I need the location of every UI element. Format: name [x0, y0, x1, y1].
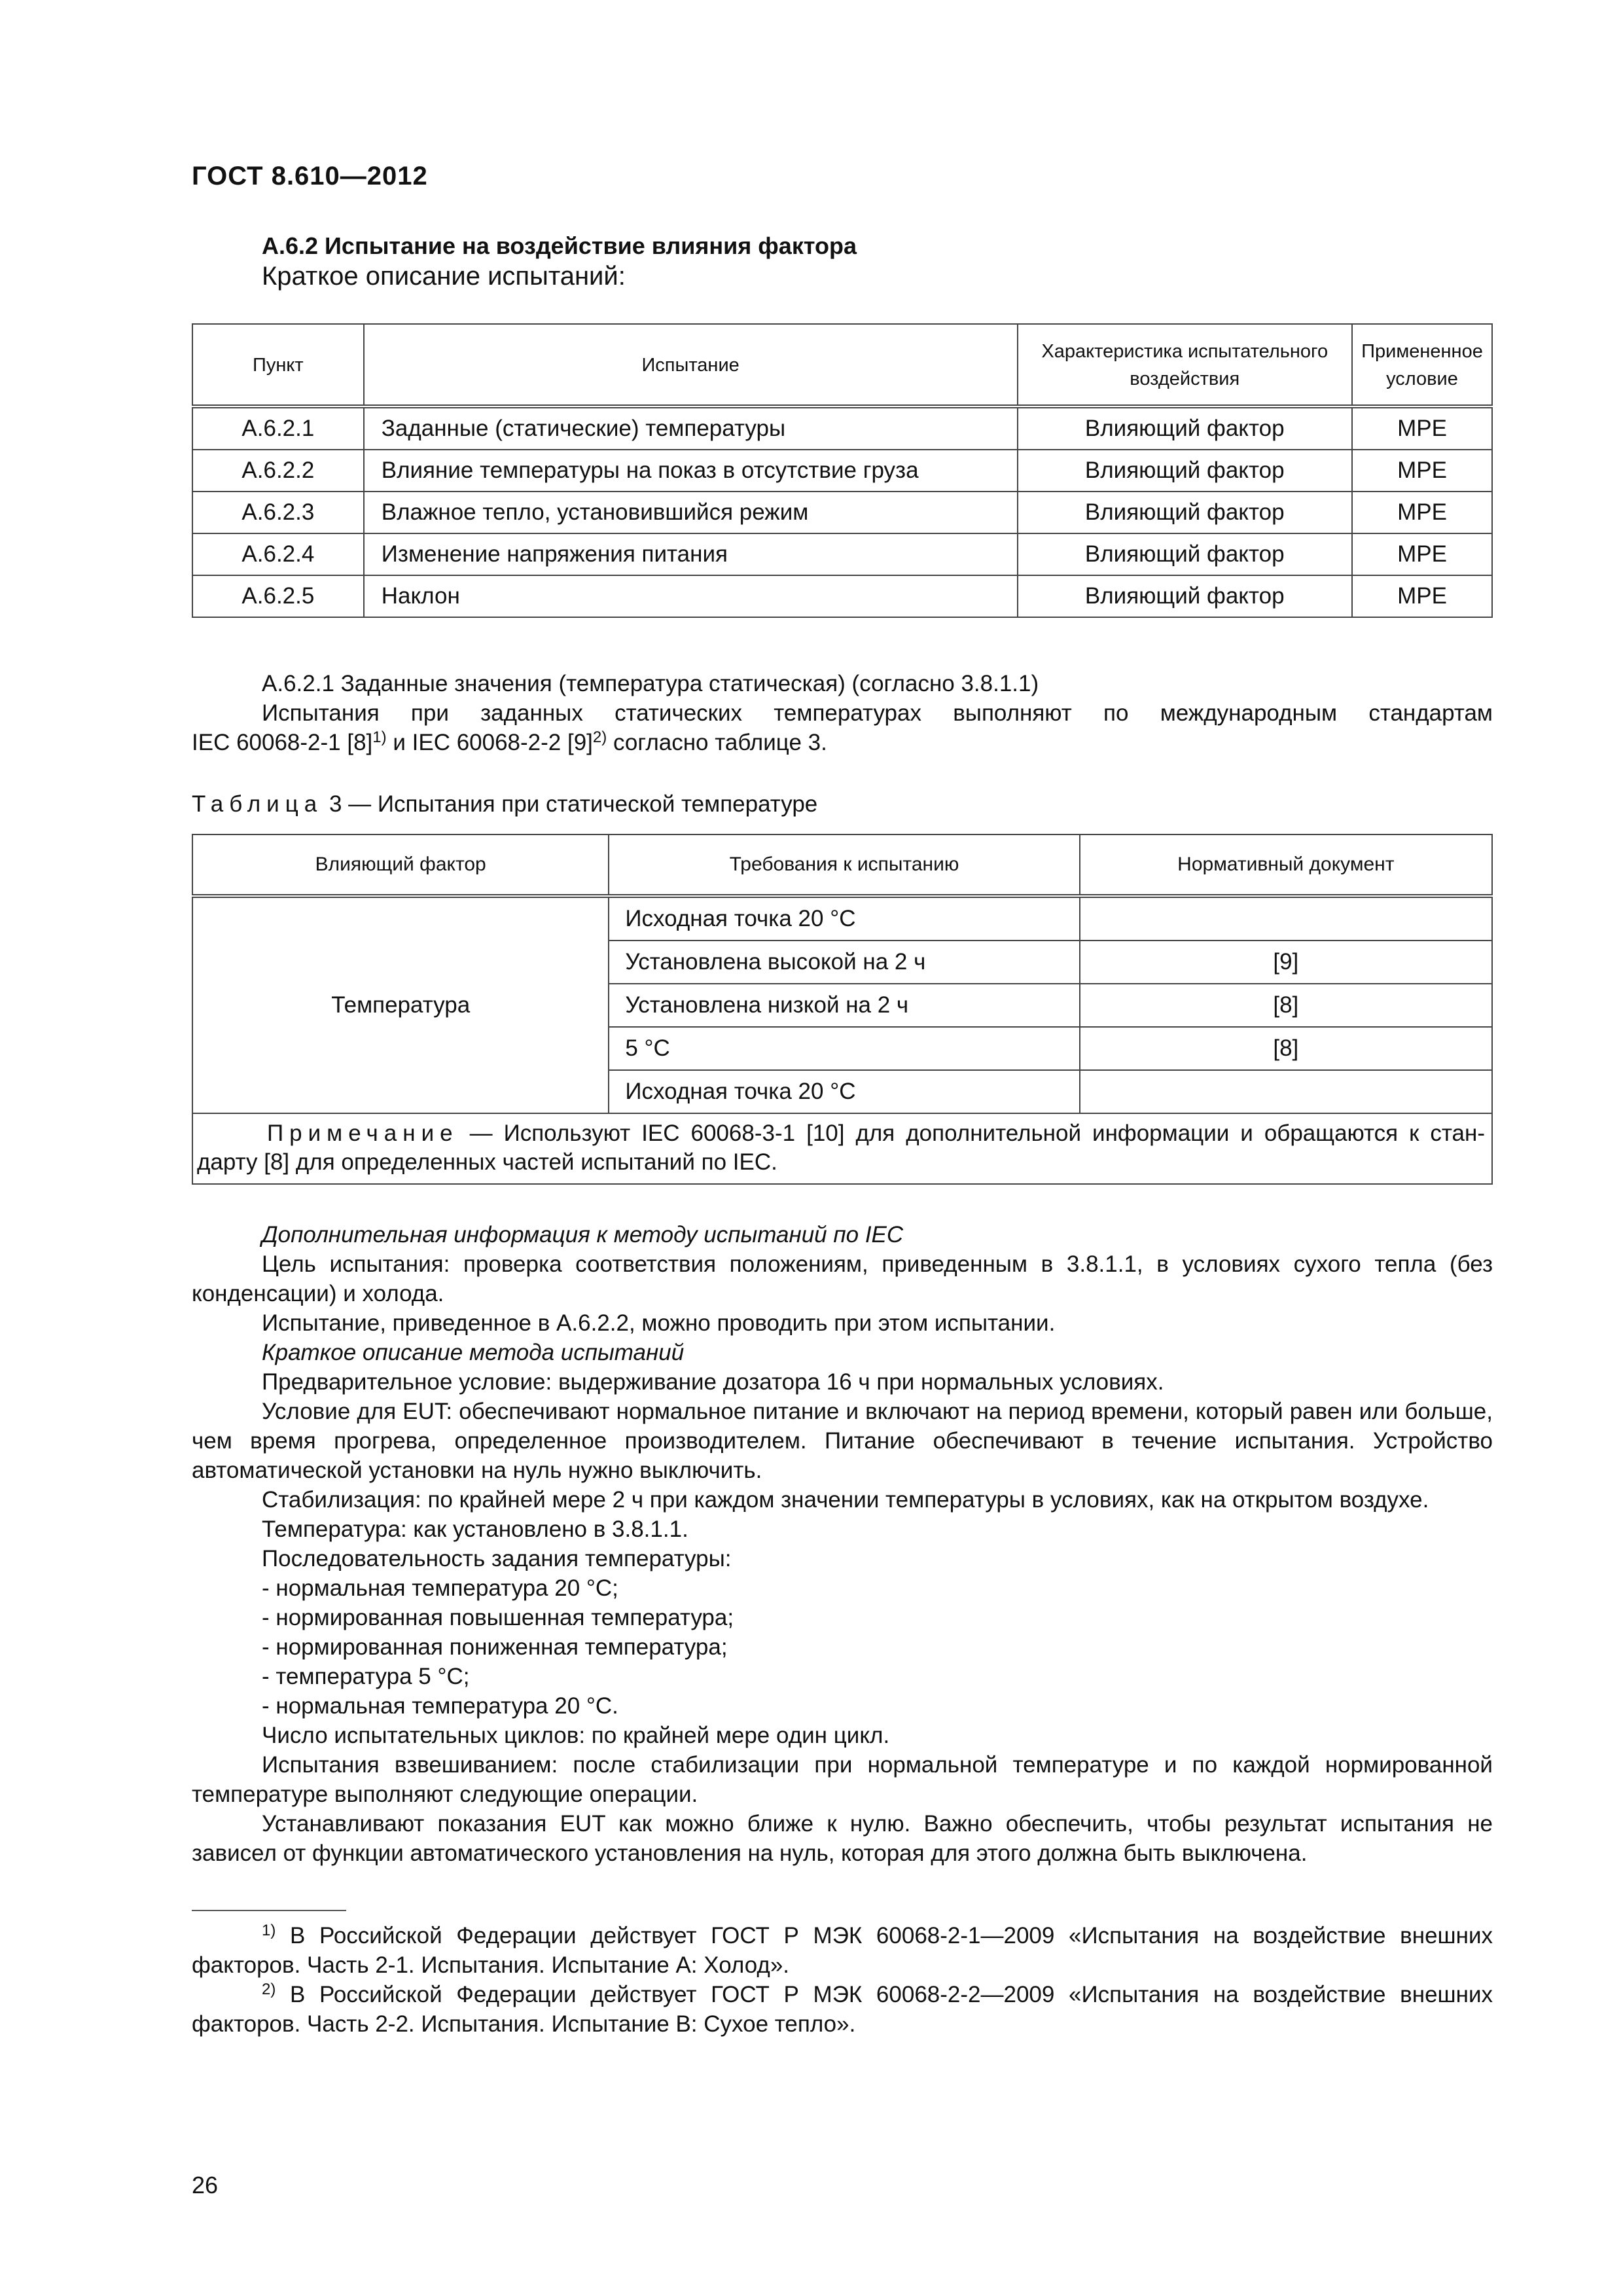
list-item: - температура 5 °С;	[262, 1664, 470, 1689]
table-cell: Заданные (статические) температуры	[364, 406, 1018, 450]
table-cell: Влажное тепло, установившийся режим	[364, 492, 1018, 533]
paragraph: Испытания взвешиванием: после стабилизации при нормальной температуре и по каждой нормированной температуре выполняют следующие операции.	[192, 1752, 1493, 1807]
footnote-text: В Российской Федерации действует ГОСТ Р МЭК 60068-2-2—2009 «Испытания на воздействие внешних факторов. Часть 2-2. Испытания. Испытание В: Сухое тепло».	[192, 1982, 1493, 2037]
page-number: 26	[192, 2172, 219, 2198]
table-cell: А.6.2.5	[192, 575, 364, 617]
clause-text: согласно таблице 3.	[607, 730, 827, 755]
table-cell: Исходная точка 20 °С	[609, 896, 1079, 941]
tests-summary-table	[192, 323, 1493, 618]
list-item: - нормальная температура 20 °С.	[262, 1693, 618, 1719]
footnote-ref[interactable]: 2)	[592, 728, 607, 746]
clause-text: и IEC 60068-2-2 [9]	[386, 730, 593, 755]
table-cell: Влияющий фактор	[1018, 406, 1353, 450]
paragraph: Испытание, приведенное в А.6.2.2, можно проводить при этом испытании.	[262, 1310, 1056, 1336]
clause-text-line: Испытания при заданных статических температурах выполняют по международным стандартам	[262, 700, 1493, 726]
column-header: Нормативный документ	[1080, 834, 1492, 896]
table-row	[192, 575, 1492, 617]
table-caption-label: Таблица	[192, 791, 323, 817]
table-cell: А.6.2.2	[192, 450, 364, 492]
list-item: - нормированная пониженная температура;	[262, 1634, 728, 1660]
table-cell: Влияние температуры на показ в отсутствие груза	[364, 450, 1018, 492]
note-text: — Используют IEC 60068-3-1 [10] для дополнительной информации и обращаются к стан-дарту [8] для определенных частей испытаний по IEC.	[197, 1121, 1485, 1175]
section-title: А.6.2 Испытание на воздействие влияния фактора	[262, 232, 857, 259]
footnote-mark: 2)	[262, 1981, 276, 1998]
table-cell: MPE	[1352, 450, 1492, 492]
footnotes	[192, 1921, 1493, 2039]
footnote-2	[192, 1980, 1493, 2039]
footnote-1	[192, 1921, 1493, 1980]
footnote-ref[interactable]: 1)	[372, 728, 387, 746]
table-cell: Установлена низкой на 2 ч	[609, 984, 1079, 1027]
table-cell: Влияющий фактор	[1018, 492, 1353, 533]
table-row	[192, 533, 1492, 575]
table-cell: [8]	[1080, 984, 1492, 1027]
list-item: - нормированная повышенная температура;	[262, 1605, 734, 1630]
paragraph: Устанавливают показания EUT как можно ближе к нулю. Важно обеспечить, чтобы результат испытания не зависел от функции автоматического установления на нуль, которая для этого должна быть выключена.	[192, 1811, 1493, 1866]
table-cell: Наклон	[364, 575, 1018, 617]
column-header: Требования к испытанию	[609, 834, 1079, 896]
table-cell: Влияющий фактор	[1018, 575, 1353, 617]
paragraph: Стабилизация: по крайней мере 2 ч при каждом значении температуры в условиях, как на открытом воздухе.	[262, 1487, 1429, 1513]
table-cell: [9]	[1080, 941, 1492, 984]
paragraph: Цель испытания: проверка соответствия положениям, приведенным в 3.8.1.1, в условиях сухого тепла (без конденсации) и холода.	[192, 1251, 1493, 1306]
table-cell: MPE	[1352, 406, 1492, 450]
table-row	[192, 450, 1492, 492]
column-header: Характеристика испытательного воздействия	[1018, 324, 1353, 406]
list-item: - нормальная температура 20 °С;	[262, 1575, 618, 1601]
table-cell: MPE	[1352, 492, 1492, 533]
subheading-iec-info: Дополнительная информация к методу испытаний по IEC	[262, 1222, 904, 1247]
table-cell	[1080, 896, 1492, 941]
table-cell: Влияющий фактор	[1018, 533, 1353, 575]
clause-text-line	[192, 728, 1493, 757]
document-header: ГОСТ 8.610—2012	[192, 162, 428, 190]
table-cell: Установлена высокой на 2 ч	[609, 941, 1079, 984]
factor-cell: Температура	[192, 896, 609, 1113]
column-header: Влияющий фактор	[192, 834, 609, 896]
table-header-row	[192, 324, 1492, 406]
table-cell: А.6.2.3	[192, 492, 364, 533]
column-header: Испытание	[364, 324, 1018, 406]
table-cell: А.6.2.1	[192, 406, 364, 450]
column-header: Пункт	[192, 324, 364, 406]
table-caption	[192, 791, 817, 817]
clause-heading: А.6.2.1 Заданные значения (температура статическая) (согласно 3.8.1.1)	[262, 671, 1039, 696]
table-row	[192, 406, 1492, 450]
paragraph: Температура: как установлено в 3.8.1.1.	[262, 1516, 688, 1542]
table-cell: [8]	[1080, 1027, 1492, 1070]
table-cell: Исходная точка 20 °С	[609, 1070, 1079, 1113]
paragraph: Число испытательных циклов: по крайней мере один цикл.	[262, 1723, 890, 1748]
column-header: Примененное условие	[1352, 324, 1492, 406]
table-cell: Влияющий фактор	[1018, 450, 1353, 492]
note-label: Примечание	[267, 1121, 459, 1146]
paragraph: Предварительное условие: выдерживание дозатора 16 ч при нормальных условиях.	[262, 1369, 1164, 1395]
table-cell	[1080, 1070, 1492, 1113]
static-temperature-table	[192, 834, 1493, 1185]
table-cell: А.6.2.4	[192, 533, 364, 575]
table-note	[192, 1113, 1492, 1184]
paragraph: Последовательность задания температуры:	[262, 1546, 732, 1571]
clause-text: IEC 60068-2-1 [8]	[192, 730, 373, 755]
body-text	[192, 1220, 1493, 1868]
footnote-text: В Российской Федерации действует ГОСТ Р МЭК 60068-2-1—2009 «Испытания на воздействие внешних факторов. Часть 2-1. Испытания. Испытание А: Холод».	[192, 1923, 1493, 1978]
table-cell: Изменение напряжения питания	[364, 533, 1018, 575]
table-caption-text: 3 — Испытания при статической температуре	[323, 791, 818, 817]
table-cell: 5 °С	[609, 1027, 1079, 1070]
subheading-method: Краткое описание метода испытаний	[262, 1340, 685, 1365]
table-cell: MPE	[1352, 575, 1492, 617]
table-row	[192, 492, 1492, 533]
footnote-separator	[192, 1910, 346, 1911]
section-subtitle: Краткое описание испытаний:	[262, 262, 626, 291]
table-cell: MPE	[1352, 533, 1492, 575]
footnote-mark: 1)	[262, 1922, 276, 1939]
table-header-row	[192, 834, 1492, 896]
table-row	[192, 896, 1492, 941]
table-note-row	[192, 1113, 1492, 1184]
paragraph: Условие для EUT: обеспечивают нормальное питание и включают на период времени, который равен или больше, чем время прогрева, определенное производителем. Питание обеспечивают в течение испытания. Устройство автоматической установки на нуль нужно выключить.	[192, 1399, 1493, 1483]
